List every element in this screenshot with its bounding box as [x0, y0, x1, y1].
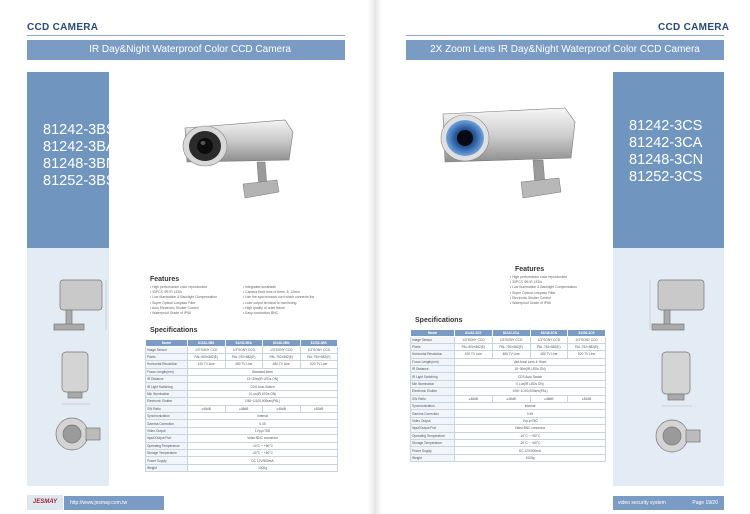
left-spec-label: S/N Ratio	[146, 405, 188, 412]
right-spec-label: Power Supply	[411, 447, 455, 454]
right-spec-title: Specifications	[415, 317, 463, 324]
right-spec-row	[411, 447, 606, 454]
left-spec-row	[146, 427, 338, 434]
right-spec-value: PAL:752×582(E)	[530, 343, 568, 350]
right-spec-value: 520 TV Line	[568, 351, 606, 358]
left-header-title: CCD CAMERA	[27, 22, 99, 33]
right-spec-value: 0 Lux(IR LEDs ON)	[455, 380, 606, 387]
left-spec-value: 1/3"SONY CCD	[188, 346, 226, 353]
left-spec-label: Min Illumination	[146, 390, 188, 397]
right-footer-bar	[613, 496, 724, 510]
right-spec-row	[411, 432, 606, 439]
left-spec-label: Power Supply	[146, 457, 188, 464]
right-spec-value: 1/3"SONY CCD	[568, 336, 606, 343]
right-spec-header: 81252-3CS	[568, 330, 606, 337]
right-spec-header: Model	[411, 330, 455, 337]
left-spec-label: IR Light Switching	[146, 383, 188, 390]
left-spec-value: 0 Lux(IR LEDs ON)	[188, 390, 338, 397]
left-spec-header: 81242-3BA	[225, 340, 263, 347]
left-spec-row	[146, 413, 338, 420]
left-spec-value: Video BNC connector	[188, 435, 338, 442]
left-feature-item: • 30PCS Φ5 IR LEDs	[150, 290, 240, 295]
left-model-1: 81242-3BS	[43, 122, 116, 138]
right-spec-label: Input/Output Port	[411, 425, 455, 432]
left-features-list-1	[150, 285, 240, 316]
right-model-list	[629, 118, 703, 186]
left-spec-row	[146, 420, 338, 427]
left-feature-item: • Easy connection BNC	[243, 311, 338, 316]
left-spec-value: 520 TV Line	[300, 361, 338, 368]
right-spec-label: Electronic Shutter	[411, 388, 455, 395]
left-spec-value: 1/50~1/100,000sec(PAL)	[188, 398, 338, 405]
left-spec-label: Focus Length(mm)	[146, 368, 188, 375]
left-spec-label: Electronic Shutter	[146, 398, 188, 405]
left-spec-header: Model	[146, 340, 188, 347]
right-spec-value: 480 TV Line	[530, 351, 568, 358]
right-spec-value: CDS Auto Switch	[455, 373, 606, 380]
page-gutter	[368, 0, 382, 514]
right-spec-row	[411, 425, 606, 432]
left-spec-header: 81242-3BS	[188, 340, 226, 347]
left-feature-item: • High performance color reproduction	[150, 285, 240, 290]
jesmay-logo: JESMAY	[27, 495, 63, 510]
left-feature-item: • Camera fixed lens of 6mm, 8, 12mm	[243, 290, 338, 295]
right-spec-value: 480 TV Line	[492, 351, 530, 358]
left-spec-value: 1Vp-p/75Ω	[188, 427, 338, 434]
right-spec-value: ≥52dB	[568, 395, 606, 402]
left-spec-value: PAL:500×582(E)	[188, 353, 226, 360]
right-camera-image	[425, 100, 595, 210]
right-spec-row	[411, 454, 606, 461]
right-technical-drawings	[636, 268, 716, 478]
left-model-panel	[27, 72, 117, 248]
right-spec-table	[410, 329, 606, 462]
left-header-rule	[27, 35, 345, 36]
left-feature-item: • Low illumination & Backlight Compensation	[150, 295, 240, 300]
left-feature-item: • Integrated sunshade	[243, 285, 338, 290]
left-spec-label: Input/Output Port	[146, 435, 188, 442]
left-spec-value: Internal	[188, 413, 338, 420]
left-camera-image	[165, 110, 315, 210]
left-feature-item: • Super Optical Lowpass Filter	[150, 301, 240, 306]
right-spec-label: Operating Temperature	[411, 432, 455, 439]
left-feature-item: • color output terminal to monitoring	[243, 301, 338, 306]
left-feature-item: • Use the synchronous cord which connects the	[243, 295, 338, 300]
right-spec-value: ≥48dB	[492, 395, 530, 402]
left-spec-label: IR Distance	[146, 376, 188, 383]
right-model-4: 81252-3CS	[629, 169, 703, 185]
left-spec-value: 1/3"SONY CCD	[225, 346, 263, 353]
left-features-title: Features	[150, 276, 180, 283]
left-spec-value: ≥48dB	[188, 405, 226, 412]
right-spec-row	[411, 366, 606, 373]
right-spec-value: -20°C ~ +60°C	[455, 439, 606, 446]
left-spec-value: 480 TV Line	[225, 361, 263, 368]
right-header-rule	[406, 35, 724, 36]
right-feature-item: • Low illumination & Backlight Compensation	[510, 285, 610, 290]
right-banner: 2X Zoom Lens IR Day&Night Waterproof Color CCD Camera	[406, 40, 724, 60]
left-spec-header: 81252-3BS	[300, 340, 338, 347]
right-features-title: Features	[515, 266, 545, 273]
left-spec-row	[146, 449, 338, 456]
left-spec-value: 1000g	[188, 464, 338, 471]
right-spec-value: 1/3"SONY CCD	[455, 336, 493, 343]
right-feature-item: • Electronic Shutter Control	[510, 296, 610, 301]
left-spec-value: ≥48dB	[225, 405, 263, 412]
left-spec-label: Storage Temperature	[146, 449, 188, 456]
right-spec-value: 1/50~1/100,000sec(PAL)	[455, 388, 606, 395]
right-spec-value: ≥48dB	[530, 395, 568, 402]
left-spec-label: Horizontal Resolution	[146, 361, 188, 368]
right-spec-value: 1/3"SONY CCD	[530, 336, 568, 343]
page-number: Page 19/20	[692, 500, 718, 506]
right-spec-value: 1/3"SONY CCD	[492, 336, 530, 343]
right-spec-header: 81242-3CS	[455, 330, 493, 337]
right-spec-body	[411, 336, 606, 462]
right-spec-label: Gamma Correction	[411, 410, 455, 417]
right-spec-value: PAL:500×582(E)	[455, 343, 493, 350]
right-spec-label: Video Output	[411, 417, 455, 424]
right-spec-value: Vari-focal Lens 4~9mm	[455, 358, 606, 365]
left-spec-value: DC 12V/500mA	[188, 457, 338, 464]
right-spec-header: 81248-3CN	[530, 330, 568, 337]
left-banner: IR Day&Night Waterproof Color CCD Camera	[27, 40, 345, 60]
right-spec-value: Video BNC connector	[455, 425, 606, 432]
left-spec-row	[146, 368, 338, 375]
left-spec-row	[146, 361, 338, 368]
left-spec-value: 0.45	[188, 420, 338, 427]
left-spec-row	[146, 353, 338, 360]
left-spec-value: PAL:752×582(E)	[263, 353, 301, 360]
left-spec-value: -20°C ~ +60°C	[188, 449, 338, 456]
left-spec-body	[146, 346, 338, 472]
left-technical-drawings	[40, 270, 110, 480]
right-spec-label: Synchronization	[411, 403, 455, 410]
right-spec-row	[411, 417, 606, 424]
left-spec-row	[146, 464, 338, 471]
left-features-list-2	[243, 285, 338, 316]
left-spec-value: 480 TV Line	[263, 361, 301, 368]
right-header-title: CCD CAMERA	[658, 22, 730, 33]
left-spec-value: PAL:752×582(E)	[300, 353, 338, 360]
left-spec-label: Synchronization	[146, 413, 188, 420]
right-spec-row	[411, 380, 606, 387]
right-spec-label: Horizontal Resolution	[411, 351, 455, 358]
right-spec-value: 1000g	[455, 454, 606, 461]
right-spec-row	[411, 395, 606, 402]
left-spec-table	[145, 339, 338, 472]
right-spec-label: Pixels	[411, 343, 455, 350]
right-spec-value: 15~30m(IR LEDs ON)	[455, 366, 606, 373]
left-spec-row	[146, 346, 338, 353]
right-model-2: 81242-3CA	[629, 135, 703, 151]
right-spec-label: IR Distance	[411, 366, 455, 373]
left-spec-row	[146, 383, 338, 390]
left-spec-value: ≥48dB	[263, 405, 301, 412]
left-spec-value: PAL:752×582(E)	[225, 353, 263, 360]
left-spec-row	[146, 398, 338, 405]
left-spec-label: Weight	[146, 464, 188, 471]
right-spec-value: 0.45	[455, 410, 606, 417]
right-model-3: 81248-3CN	[629, 152, 704, 168]
right-spec-row	[411, 358, 606, 365]
left-spec-value: CDS Auto Switch	[188, 383, 338, 390]
right-spec-row	[411, 410, 606, 417]
right-spec-header: 81242-3CA	[492, 330, 530, 337]
right-spec-value: ≥48dB	[455, 395, 493, 402]
right-feature-item: • High performance color reproduction	[510, 275, 610, 280]
right-feature-item: • Waterproof Grade of IP66	[510, 301, 610, 306]
left-model-list	[43, 122, 116, 190]
left-spec-label: Pixels	[146, 353, 188, 360]
right-spec-row	[411, 388, 606, 395]
left-spec-value: 15~30m(IR LEDs ON)	[188, 376, 338, 383]
left-feature-item: • Auto Electronic Shutter Control	[150, 306, 240, 311]
left-spec-row	[146, 457, 338, 464]
right-spec-value: PAL:752×582(E)	[492, 343, 530, 350]
right-spec-label: IR Light Switching	[411, 373, 455, 380]
right-spec-row	[411, 403, 606, 410]
right-spec-label: S/N Ratio	[411, 395, 455, 402]
right-spec-label: Min Illumination	[411, 380, 455, 387]
right-features-list	[510, 275, 610, 306]
right-spec-value: PAL:752×582(E)	[568, 343, 606, 350]
left-spec-value: Standard:6mm	[188, 368, 338, 375]
right-spec-value: 1Vp-p/75Ω	[455, 417, 606, 424]
left-footer-url[interactable]: http://www.jesmay.com.tw	[64, 496, 164, 510]
right-spec-value: Internal	[455, 403, 606, 410]
left-spec-label: Image Sensor	[146, 346, 188, 353]
right-spec-row	[411, 351, 606, 358]
left-spec-row	[146, 442, 338, 449]
right-spec-label: Weight	[411, 454, 455, 461]
right-feature-item: • Super Optical Lowpass Filter	[510, 291, 610, 296]
left-spec-row	[146, 405, 338, 412]
right-feature-item: • 30PCS Φ5 IR LEDs	[510, 280, 610, 285]
left-spec-label: Video Output	[146, 427, 188, 434]
right-spec-value: DC 12V/500mA	[455, 447, 606, 454]
left-spec-value: 1/3"SONY CCD	[263, 346, 301, 353]
left-spec-value: 420 TV Line	[188, 361, 226, 368]
left-spec-label: Operating Temperature	[146, 442, 188, 449]
left-spec-header: 81248-3BN	[263, 340, 301, 347]
left-spec-label: Gamma Correction	[146, 420, 188, 427]
left-spec-value: -10°C ~ +50°C	[188, 442, 338, 449]
right-spec-label: Focus Length(mm)	[411, 358, 455, 365]
left-spec-row	[146, 435, 338, 442]
left-spec-value: ≥52dB	[300, 405, 338, 412]
left-spec-row	[146, 376, 338, 383]
right-spec-row	[411, 343, 606, 350]
right-spec-row	[411, 439, 606, 446]
right-spec-label: Storage Temperature	[411, 439, 455, 446]
right-spec-value: 420 TV Line	[455, 351, 493, 358]
left-feature-item: • High quality of outer frame	[243, 306, 338, 311]
left-model-4: 81252-3BS	[43, 173, 116, 189]
left-spec-row	[146, 390, 338, 397]
left-model-2: 81242-3BA	[43, 139, 116, 155]
left-spec-value: 1/3"SONY CCD	[300, 346, 338, 353]
left-spec-title: Specifications	[150, 327, 198, 334]
right-spec-label: Image Sensor	[411, 336, 455, 343]
left-model-3: 81248-3BN	[43, 156, 117, 172]
right-spec-value: -10°C ~ +50°C	[455, 432, 606, 439]
right-footer-text: video security system	[618, 500, 666, 506]
right-model-1: 81242-3CS	[629, 118, 703, 134]
right-model-panel	[613, 72, 724, 248]
right-spec-row	[411, 336, 606, 343]
right-spec-row	[411, 373, 606, 380]
left-feature-item: • Waterproof Grade of IP66	[150, 311, 240, 316]
